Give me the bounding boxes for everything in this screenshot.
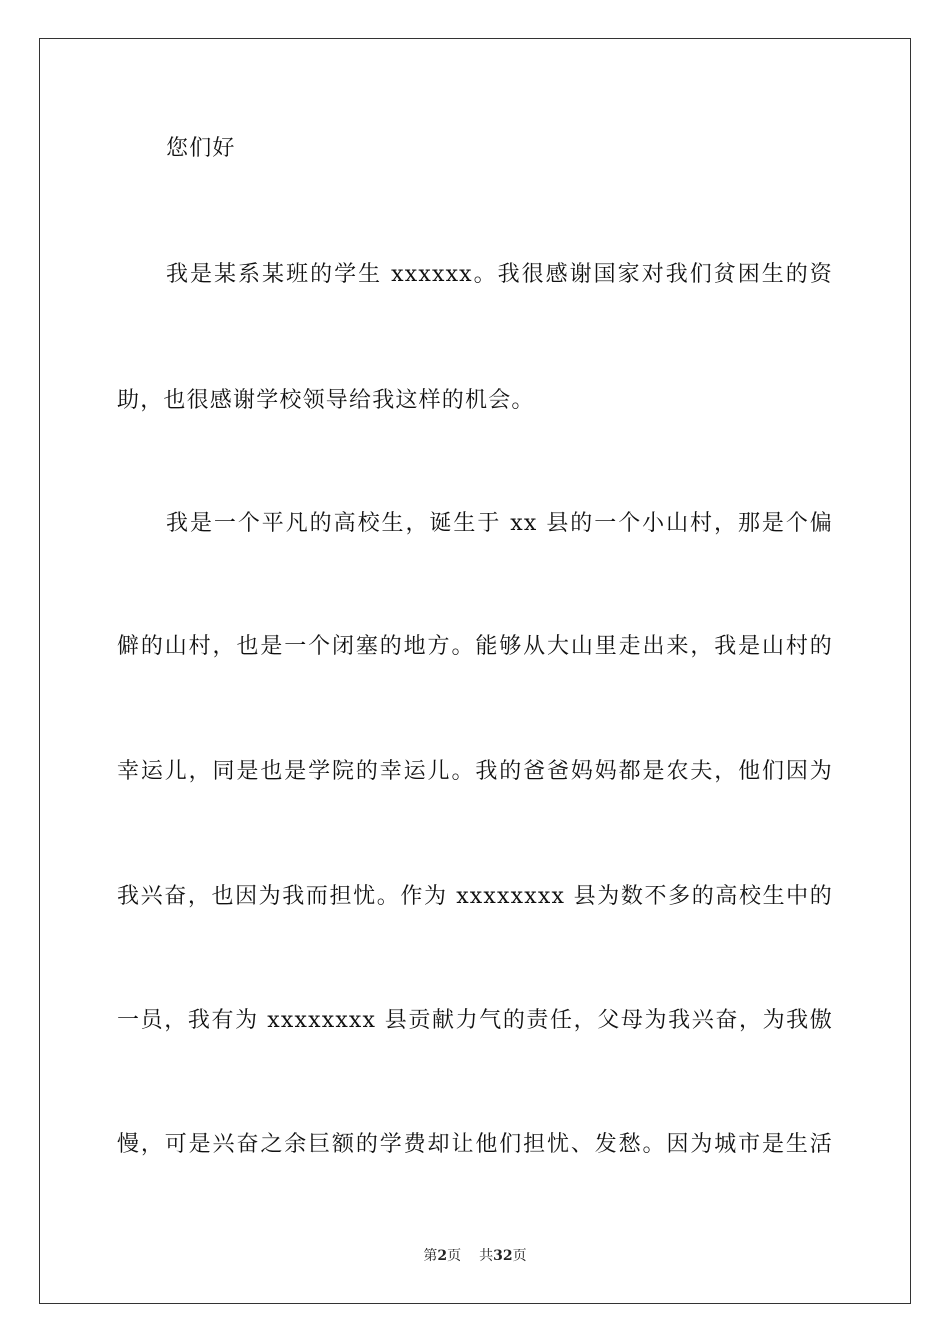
footer-page-prefix: 第	[423, 1248, 438, 1264]
paragraph-1-line-1: 我是某系某班的学生 xxxxxx。我很感谢国家对我们贫困生的资	[166, 262, 833, 287]
footer-page-suffix: 页	[447, 1248, 462, 1264]
footer-page-current: 2	[437, 1248, 448, 1264]
footer-total-suffix: 页	[512, 1248, 527, 1264]
paragraph-1-line-2: 助，也很感谢学校领导给我这样的机会。	[117, 388, 535, 413]
paragraph-2-line-3: 幸运儿，同是也是学院的幸运儿。我的爸爸妈妈都是农夫，他们因为	[117, 759, 833, 784]
paragraph-2-line-6: 慢，可是兴奋之余巨额的学费却让他们担忧、发愁。因为城市是生活	[117, 1132, 833, 1157]
paragraph-2-line-2: 僻的山村，也是一个闭塞的地方。能够从大山里走出来，我是山村的	[117, 634, 833, 659]
footer-total-prefix: 共	[479, 1248, 494, 1264]
paragraph-2-line-4: 我兴奋，也因为我而担忧。作为 xxxxxxxx 县为数不多的高校生中的	[117, 884, 833, 909]
page-border	[39, 38, 911, 1304]
page-footer	[0, 1246, 950, 1266]
footer-page-total: 32	[493, 1248, 513, 1264]
paragraph-2-line-1: 我是一个平凡的高校生，诞生于 xx 县的一个小山村，那是个偏	[166, 511, 833, 536]
greeting-line: 您们好	[166, 136, 236, 161]
paragraph-2-line-5: 一员，我有为 xxxxxxxx 县贡献力气的责任，父母为我兴奋，为我傲	[117, 1008, 833, 1033]
